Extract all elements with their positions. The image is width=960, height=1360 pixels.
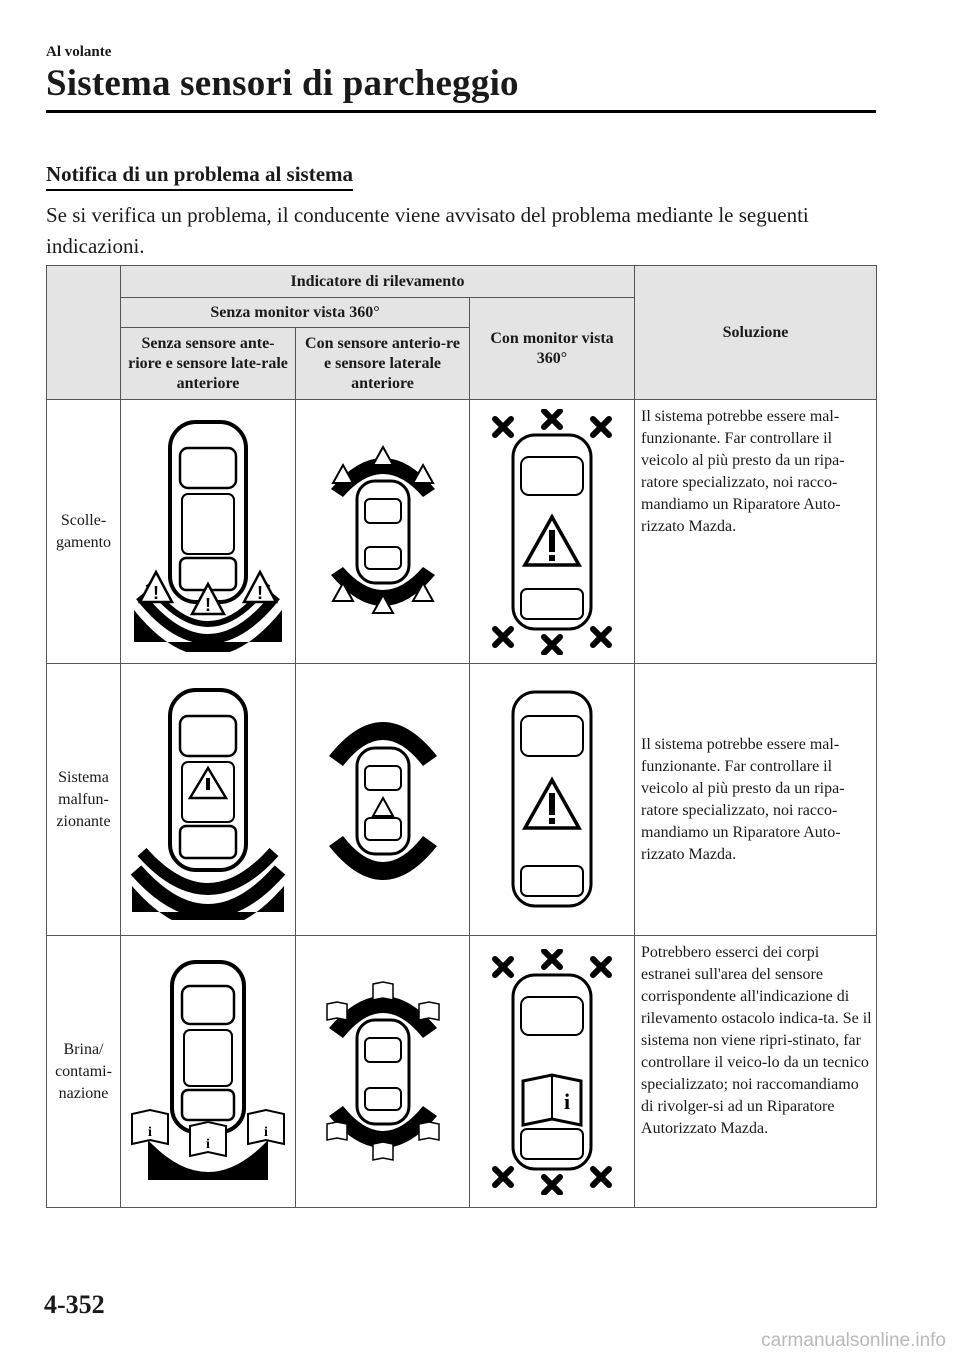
info-symbol: i (148, 1124, 152, 1140)
running-head: Al volante (46, 44, 112, 60)
car-rear-sensors-malfunction-icon (128, 680, 288, 920)
car-front-rear-sensors-warning-icon (323, 437, 443, 627)
row-solution: Il sistema potrebbe essere mal-funzionante. Far controllare il veicolo al più presto da un ripa-ratore specializzato, noi racco-mandiamo un Riparatore Auto-rizzato Mazda. (635, 664, 877, 936)
title-rule (46, 110, 876, 113)
header-without-360: Senza monitor vista 360° (121, 298, 470, 328)
header-solution: Soluzione (635, 266, 877, 400)
warning-symbol: ! (153, 582, 159, 603)
car-front-rear-sensors-malfunction-icon (323, 700, 443, 900)
info-symbol: i (264, 1124, 268, 1140)
row-solution: Il sistema potrebbe essere mal-funzionante. Far controllare il veicolo al più presto da un ripa-ratore specializzato, noi racco-mandiamo un Riparatore Auto-rizzato Mazda. (635, 400, 877, 664)
info-symbol: i (206, 1136, 210, 1152)
row-label: Sistema malfun-zionante (47, 664, 121, 936)
figure-360-monitor (470, 664, 635, 936)
header-row-1 (47, 266, 877, 298)
table-row (47, 936, 877, 1208)
car-rear-sensors-warning-icon (128, 412, 288, 652)
figure-front-rear-sensor (296, 400, 470, 664)
warning-icon (373, 798, 393, 816)
header-no-front-sensor: Senza sensore ante-riore e sensore late-rale anteriore (121, 328, 296, 400)
row-solution: Potrebbero esserci dei corpi estranei sull'area del sensore corrispondente all'indicazione di rilevamento ostacolo indica-ta. Se il sistema non viene ripri-stinato, far controllare il veico-lo da un tecnico specializzato; noi raccomandiamo di rivolger-si ad un Riparatore Autorizzato Mazda. (635, 936, 877, 1208)
page-number: 4-352 (44, 1290, 105, 1319)
header-with-front-sensor: Con sensore anterio-re e sensore laterale anteriore (296, 328, 470, 400)
section-title: Notifica di un problema al sistema (46, 162, 353, 191)
table-row (47, 664, 877, 936)
page-title: Sistema sensori di parcheggio (46, 63, 519, 104)
figure-rear-sensor (121, 400, 296, 664)
header-indicator: Indicatore di rilevamento (121, 266, 635, 298)
header-with-360: Con monitor vista 360° (470, 298, 635, 400)
row-label: Scolle-gamento (47, 400, 121, 664)
watermark: carmanualsonline.info (761, 1330, 946, 1351)
figure-front-rear-sensor (296, 664, 470, 936)
warning-symbol: ! (205, 594, 211, 615)
figure-360-monitor (470, 936, 635, 1208)
figure-360-monitor (470, 400, 635, 664)
car-360-camera-malfunction-icon (497, 682, 607, 918)
figure-rear-sensor (121, 936, 296, 1208)
info-symbol: i (563, 1088, 571, 1114)
figure-front-rear-sensor (296, 936, 470, 1208)
car-rear-sensors-contamination-icon (128, 954, 288, 1190)
table-row (47, 400, 877, 664)
warning-icon (373, 447, 393, 465)
figure-rear-sensor (121, 664, 296, 936)
header-empty-cell (47, 266, 121, 400)
car-360-camera-warning-icon (487, 409, 617, 655)
indicator-table (46, 265, 877, 1208)
row-label: Brina/ contami-nazione (47, 936, 121, 1208)
car-front-rear-sensors-contamination-icon (323, 974, 443, 1170)
car-360-camera-contamination-icon (487, 949, 617, 1195)
warning-symbol: ! (257, 582, 263, 603)
intro-paragraph: Se si verifica un problema, il conducente viene avvisato del problema mediante le seguenti indicazioni. (46, 203, 809, 258)
